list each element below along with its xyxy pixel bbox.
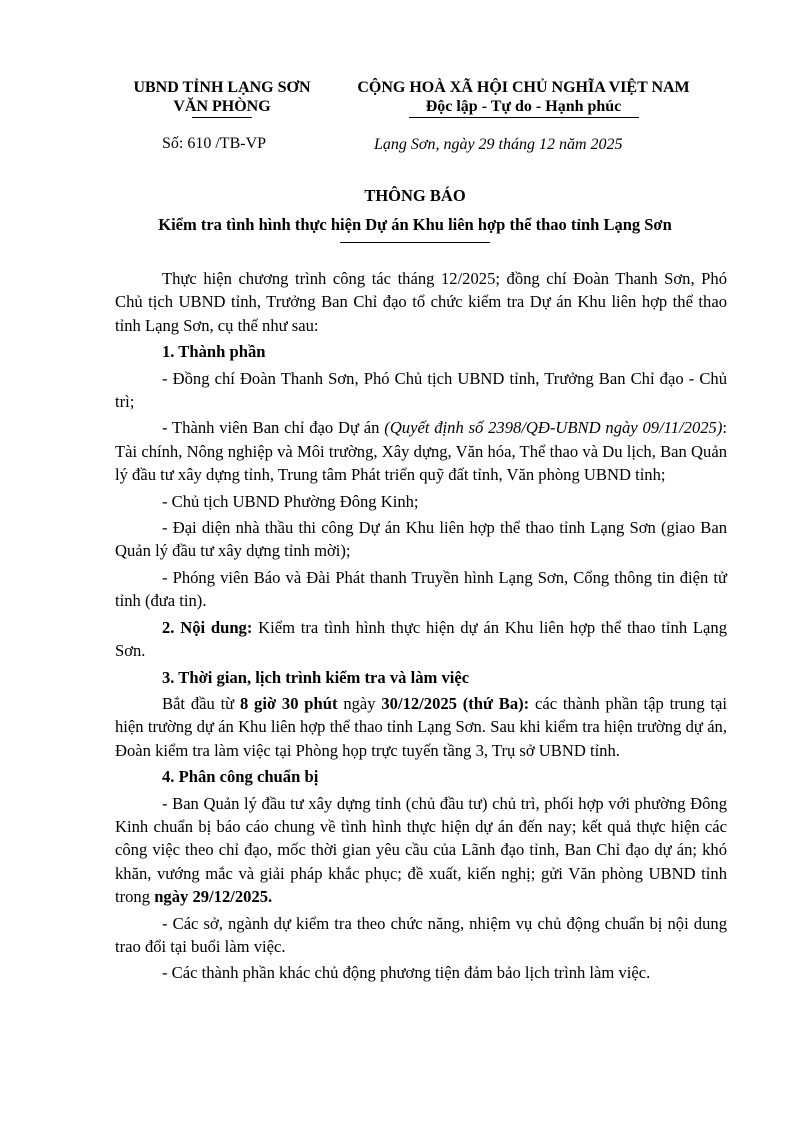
section-4-heading: 4. Phân công chuẩn bị [162,767,319,787]
start-date: 30/12/2025 (thứ Ba): [381,693,530,713]
section-4-item-1 [115,792,727,909]
s3-text-2: ngày [337,693,382,713]
national-motto [336,78,711,118]
start-time: 8 giờ 30 phút [239,693,338,713]
motto-underline [409,117,639,118]
section-2 [115,616,727,663]
nation-line-2: Độc lập - Tự do - Hạnh phúc [425,98,622,115]
section-1-item-contractor: - Đại diện nhà thầu thi công Dự án Khu liên hợp thể thao tỉnh Lạng Sơn (giao Ban Quản lý đầu tư xây dựng tỉnh mời); [115,518,727,561]
section-1-item-chair: - Đồng chí Đoàn Thanh Sơn, Phó Chủ tịch UBND tỉnh, Trưởng Ban Chỉ đạo - Chủ trì; [115,368,727,412]
section-4-item-2: - Các sở, ngành dự kiểm tra theo chức năng, nhiệm vụ chủ động chuẩn bị nội dung trao đổi tại buổi làm việc. [115,913,727,956]
issuing-agency [118,78,326,118]
members-prefix: - Thành viên Ban chỉ đạo Dự án [162,418,385,438]
agency-line-2: VĂN PHÒNG [173,98,271,115]
s3-text-1: Bắt đầu từ [162,693,240,713]
section-2-text: Kiểm tra tình hình thực hiện dự án Khu liên hợp thể thao tỉnh Lạng Sơn. [115,617,727,661]
document-number: Số: 610 /TB-VP [162,135,267,152]
section-4-item-3: - Các thành phần khác chủ động phương tiện đảm bảo lịch trình làm việc. [162,963,651,983]
nation-line-1: CỘNG HOÀ XÃ HỘI CHỦ NGHĨA VIỆT NAM [357,79,690,96]
agency-underline [192,117,252,118]
section-1-item-members [115,416,727,486]
members-list: : Tài chính, Nông nghiệp và Môi trường, Xây dựng, Văn hóa, Thể thao và Du lịch, Ban Quản lý đầu tư xây dựng tỉnh, Trung tâm Phát triển quỹ đất tỉnh, Văn phòng UBND tỉnh; [115,418,727,485]
document-body [115,267,727,988]
members-decision: (Quyết định số 2398/QĐ-UBND ngày 09/11/2025) [384,418,723,438]
section-3-text [115,692,727,762]
intro-paragraph: Thực hiện chương trình công tác tháng 12/2025; đồng chí Đoàn Thanh Sơn, Phó Chủ tịch UBND tỉnh, Trưởng Ban Chỉ đạo tổ chức kiểm tra Dự án Khu liên hợp thể thao tỉnh Lạng Sơn, cụ thể như sau: [115,269,727,335]
section-2-heading: 2. Nội dung: [162,617,253,637]
deadline: ngày 29/12/2025. [154,887,273,907]
agency-line-1: UBND TỈNH LẠNG SƠN [133,79,311,96]
section-3-heading: 3. Thời gian, lịch trình kiểm tra và làm việc [162,667,470,687]
title-divider [340,242,490,243]
document-date: Lạng Sơn, ngày 29 tháng 12 năm 2025 [374,136,623,153]
section-1-heading: 1. Thành phần [162,342,266,362]
section-1-item-press: - Phóng viên Báo và Đài Phát thanh Truyền hình Lạng Sơn, Cổng thông tin điện tử tỉnh (đưa tin). [115,567,727,611]
document-subtitle: Kiểm tra tình hình thực hiện Dự án Khu liên hợp thể thao tỉnh Lạng Sơn [158,215,672,234]
s3-text-3: các thành phần tập trung tại hiện trường dự án Khu liên hợp thể thao tỉnh Lạng Sơn. Sau khi kiểm tra hiện trường dự án, Đoàn kiểm tra làm việc tại Phòng họp trực tuyến tầng 3, Trụ sở UBND tỉnh. [115,693,727,760]
section-1-item-ward: - Chủ tịch UBND Phường Đông Kinh; [162,491,419,511]
document-title: THÔNG BÁO [364,186,466,205]
s4-item1-text: - Ban Quản lý đầu tư xây dựng tỉnh (chủ đầu tư) chủ trì, phối hợp với phường Đông Kinh chuẩn bị báo cáo chung về tình hình thực hiện dự án đến nay; kết quả thực hiện các công việc theo chỉ đạo, mốc thời gian yêu cầu của Lãnh đạo tỉnh, Ban Chỉ đạo dự án; khó khăn, vướng mắc và giải pháp khắc phục; đề xuất, kiến nghị; gửi Văn phòng UBND tỉnh trong [115,793,727,907]
